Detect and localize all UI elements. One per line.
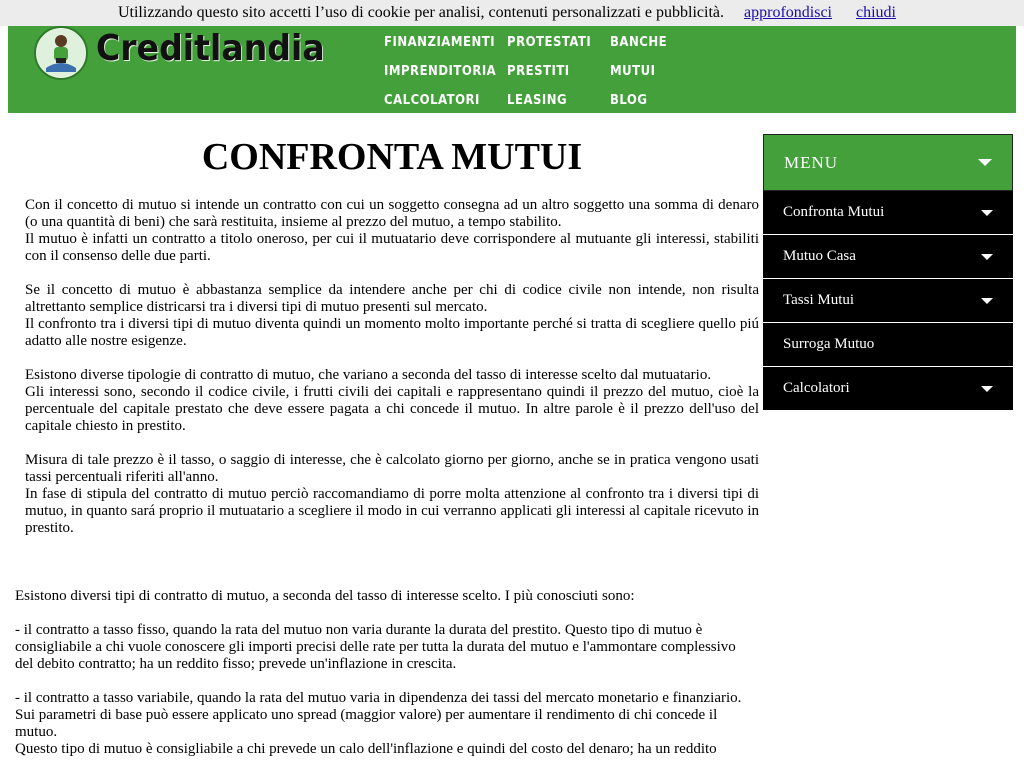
logo-text: Creditlandia <box>96 28 325 69</box>
nav-link-finanziamenti[interactable]: FINANZIAMENTI <box>384 35 496 50</box>
sidebar-item-calcolatori[interactable] <box>763 367 1013 411</box>
chevron-down-icon[interactable] <box>981 254 993 260</box>
intro-paragraph: Esistono diverse tipologie di contratto di mutuo, che variano a seconda del tasso di interesse scelto dal mutuatario. Gli interessi sono, secondo il codice civile, i frutti civili dei capitali e rappresentano quindi il prezzo del mutuo, cioè la percentuale del capitale prestato che deve essere pagata a chi concede il mutuo. In altre parole è il prezzo dell'uso del capitale chiesto in prestito. <box>25 367 759 434</box>
nav-link-leasing[interactable]: LEASING <box>507 93 568 108</box>
logo-mascot-icon <box>34 26 88 80</box>
nav-column-2 <box>507 34 591 121</box>
sidebar-item-confronta-mutui[interactable] <box>763 191 1013 235</box>
chevron-down-icon[interactable] <box>981 210 993 216</box>
site-header <box>8 26 1016 113</box>
nav-column-3 <box>610 34 667 121</box>
article-paragraph: - il contratto a tasso fisso, quando la rata del mutuo non varia durante la durata del prestito. Questo tipo di mutuo è consigliabile a chi vuole conoscere gli importi precisi delle rate per tutta la durata del mutuo e l'ammontare complessivo del debito contratto; ha un reddito fisso; prevede un'inflazione in crescita. <box>15 622 736 672</box>
nav-link-blog[interactable]: BLOG <box>610 93 648 108</box>
sidebar-item-mutuo-casa[interactable] <box>763 235 1013 279</box>
nav-link-banche[interactable]: BANCHE <box>610 35 668 50</box>
nav-link-calcolatori[interactable]: CALCOLATORI <box>384 93 480 108</box>
nav-link-imprenditoria[interactable]: IMPRENDITORIA <box>384 64 497 79</box>
intro-text <box>25 197 759 537</box>
cookie-close-link[interactable]: chiudi <box>856 4 896 21</box>
sidebar-item-label: Mutuo Casa <box>783 248 856 264</box>
article-paragraph: - il contratto a tasso variabile, quando la rata del mutuo varia in dipendenza dei tassi del mercato monetario e finanziario. Sui parametri di base può essere applicato uno spread (maggior valore) per aumentare il rendimento di chi concede il mutuo. Questo tipo di mutuo è consigliabile a chi prevede un calo dell'inflazione e quindi del costo del denaro; ha un reddito <box>15 690 742 757</box>
sidebar-item-tassi-mutui[interactable] <box>763 279 1013 323</box>
chevron-down-icon[interactable] <box>981 298 993 304</box>
sidebar-item-label: Confronta Mutui <box>783 204 885 220</box>
menu-title: MENU <box>784 153 839 172</box>
site-logo[interactable] <box>34 26 325 82</box>
chevron-down-icon <box>978 159 992 166</box>
sidebar-menu <box>763 134 1013 411</box>
cookie-more-link[interactable]: approfondisci <box>744 4 832 21</box>
sidebar-item-label: Tassi Mutui <box>783 292 855 308</box>
cookie-text: Utilizzando questo sito accetti l’uso di cookie per analisi, contenuti personalizzati e pubblicità. <box>117 4 725 21</box>
nav-column-1 <box>384 34 496 121</box>
intro-paragraph: Misura di tale prezzo è il tasso, o saggio di interesse, che è calcolato giorno per giorno, anche se in pratica vengono usati tassi percentuali riferiti all'anno. In fase di stipula del contratto di mutuo perciò raccomandiamo di porre molta attenzione al confronto tra i diversi tipi di mutuo, in quanto sará proprio il mutuatario a scegliere il modo in cui verranno applicati gli interessi al capitale ricevuto in prestito. <box>25 452 759 536</box>
mortgage-types-text <box>15 588 755 775</box>
page-title: CONFRONTA MUTUI <box>201 136 583 178</box>
intro-paragraph: Se il concetto di mutuo è abbastanza semplice da intendere anche per chi di codice civile non intende, non risulta altrettanto semplice districarsi tra i diversi tipi di mutuo presenti sul mercato. Il confronto tra i diversi tipi di mutuo diventa quindi un momento molto importante perché si tratta di scegliere quello piú adatto alle nostre esigenze. <box>25 282 759 349</box>
nav-link-prestiti[interactable]: PRESTITI <box>507 64 570 79</box>
article-paragraph: Esistono diversi tipi di contratto di mutuo, a seconda del tasso di interesse scelto. I più conosciuti sono: <box>15 588 635 604</box>
intro-paragraph: Con il concetto di mutuo si intende un contratto con cui un soggetto consegna ad un altro soggetto una somma di denaro (o una quantità di beni) che sarà restituita, insieme al prezzo del mutuo, a tempo stabilito. Il mutuo è infatti un contratto a titolo oneroso, per cui il mutuatario deve corrispondere al mutuante gli interessi, stabiliti con il consenso delle due parti. <box>25 197 759 264</box>
nav-link-mutui[interactable]: MUTUI <box>610 64 656 79</box>
nav-link-protestati[interactable]: PROTESTATI <box>507 35 592 50</box>
menu-toggle[interactable] <box>763 134 1013 191</box>
sidebar-item-label: Surroga Mutuo <box>783 336 875 352</box>
cookie-banner <box>0 0 1024 26</box>
chevron-down-icon[interactable] <box>981 386 993 392</box>
sidebar-item-label: Calcolatori <box>783 380 850 396</box>
main-content <box>25 134 759 554</box>
sidebar-item-surroga-mutuo[interactable] <box>763 323 1013 367</box>
